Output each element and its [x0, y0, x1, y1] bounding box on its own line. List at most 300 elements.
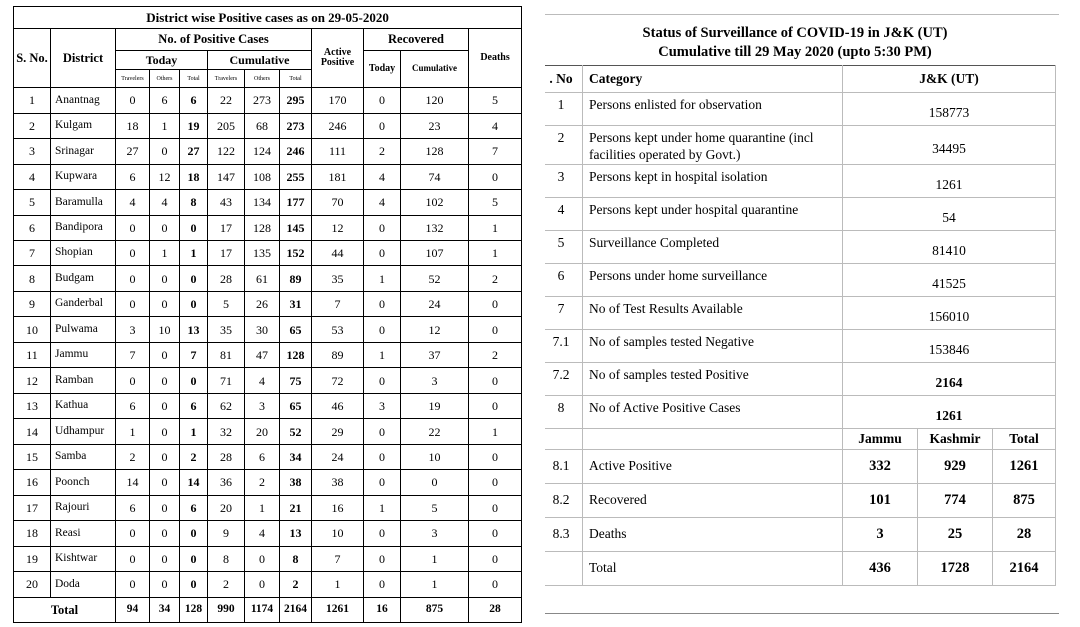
cell-deaths: 0	[469, 546, 522, 571]
cell-sno: 6	[14, 215, 51, 240]
cell-recovered-today: 4	[364, 164, 401, 189]
district-row	[14, 113, 522, 138]
header-recovered-cumulative: Cumulative	[401, 50, 469, 88]
region-total: 28	[993, 518, 1056, 552]
cell-deaths: 0	[469, 470, 522, 495]
surveillance-sn: 6	[545, 264, 583, 297]
district-row	[14, 317, 522, 342]
cell-deaths: 2	[469, 342, 522, 367]
cell-today-total: 6	[180, 495, 208, 520]
surveillance-table	[545, 65, 1056, 586]
header-category: Category	[583, 66, 843, 93]
cell-district: Kishtwar	[51, 546, 116, 571]
cell-today-travelers: 27	[116, 139, 150, 164]
total-today-total: 128	[180, 597, 208, 622]
cell-recovered-today: 1	[364, 495, 401, 520]
header-recovered-today: Today	[364, 50, 401, 88]
header-kashmir: Kashmir	[918, 429, 993, 450]
cell-today-others: 10	[150, 317, 180, 342]
cell-cum-total: 34	[280, 444, 312, 469]
cell-cum-travelers: 147	[208, 164, 245, 189]
grand-total-jammu: 436	[843, 552, 918, 586]
cell-cum-others: 4	[245, 521, 280, 546]
cell-district: Doda	[51, 572, 116, 598]
cell-recovered-cumulative: 12	[401, 317, 469, 342]
district-row	[14, 444, 522, 469]
cell-cum-total: 52	[280, 419, 312, 444]
surveillance-category: No of Test Results Available	[583, 297, 843, 330]
cell-recovered-today: 0	[364, 113, 401, 138]
surveillance-value: 34495	[843, 126, 1056, 165]
surveillance-title-line1: Status of Surveillance of COVID-19 in J&K (UT)	[642, 25, 948, 41]
cell-today-travelers: 3	[116, 317, 150, 342]
cell-deaths: 0	[469, 495, 522, 520]
cell-recovered-cumulative: 1	[401, 546, 469, 571]
region-kashmir: 25	[918, 518, 993, 552]
total-recovered-today: 16	[364, 597, 401, 622]
cell-recovered-cumulative: 3	[401, 368, 469, 393]
cell-cum-travelers: 2	[208, 572, 245, 598]
district-row	[14, 164, 522, 189]
cell-cum-others: 20	[245, 419, 280, 444]
surveillance-row	[545, 198, 1056, 231]
cell-sno: 4	[14, 164, 51, 189]
cell-cum-total: 38	[280, 470, 312, 495]
cell-today-travelers: 6	[116, 164, 150, 189]
total-today-others: 34	[150, 597, 180, 622]
cell-cum-others: 128	[245, 215, 280, 240]
cell-today-total: 19	[180, 113, 208, 138]
cell-cum-travelers: 22	[208, 88, 245, 113]
surveillance-category: Surveillance Completed	[583, 231, 843, 264]
district-row	[14, 139, 522, 164]
grand-total-label: Total	[583, 552, 843, 586]
cell-today-others: 0	[150, 495, 180, 520]
header-jk: J&K (UT)	[843, 66, 1056, 93]
region-kashmir: 929	[918, 450, 993, 484]
district-row	[14, 241, 522, 266]
total-active: 1261	[312, 597, 364, 622]
surveillance-category: Persons kept in hospital isolation	[583, 165, 843, 198]
cell-deaths: 0	[469, 164, 522, 189]
cell-district: Samba	[51, 444, 116, 469]
surveillance-row	[545, 396, 1056, 429]
surveillance-title	[545, 24, 1045, 62]
cell-today-total: 7	[180, 342, 208, 367]
cell-district: Rajouri	[51, 495, 116, 520]
cell-active: 16	[312, 495, 364, 520]
region-blank-sn	[545, 429, 583, 450]
cell-recovered-today: 0	[364, 291, 401, 316]
region-kashmir: 774	[918, 484, 993, 518]
cell-cum-others: 30	[245, 317, 280, 342]
district-row	[14, 470, 522, 495]
total-row	[14, 597, 522, 622]
cell-recovered-today: 0	[364, 444, 401, 469]
surveillance-sn: 8	[545, 396, 583, 429]
cell-cum-total: 295	[280, 88, 312, 113]
surveillance-row	[545, 165, 1056, 198]
cell-deaths: 1	[469, 215, 522, 240]
surveillance-row	[545, 330, 1056, 363]
cell-cum-travelers: 17	[208, 241, 245, 266]
cell-district: Pulwama	[51, 317, 116, 342]
cell-recovered-today: 2	[364, 139, 401, 164]
cell-cum-total: 13	[280, 521, 312, 546]
region-total: 1261	[993, 450, 1056, 484]
cell-district: Srinagar	[51, 139, 116, 164]
cell-today-total: 0	[180, 521, 208, 546]
cell-recovered-cumulative: 5	[401, 495, 469, 520]
cell-today-travelers: 0	[116, 521, 150, 546]
header-district: District	[51, 29, 116, 88]
district-table-title: District wise Positive cases as on 29-05-2020	[14, 7, 522, 29]
cell-active: 7	[312, 546, 364, 571]
cell-active: 1	[312, 572, 364, 598]
header-recovered: Recovered	[364, 29, 469, 50]
header-cum-others: Others	[245, 69, 280, 87]
surveillance-category: No of samples tested Positive	[583, 363, 843, 396]
cell-deaths: 1	[469, 241, 522, 266]
cell-deaths: 0	[469, 521, 522, 546]
surveillance-value: 2164	[843, 363, 1056, 396]
cell-recovered-today: 0	[364, 368, 401, 393]
cell-recovered-cumulative: 23	[401, 113, 469, 138]
cell-today-travelers: 0	[116, 215, 150, 240]
surveillance-value: 1261	[843, 396, 1056, 429]
cell-sno: 20	[14, 572, 51, 598]
cell-recovered-cumulative: 102	[401, 190, 469, 215]
cell-today-travelers: 0	[116, 546, 150, 571]
cell-active: 111	[312, 139, 364, 164]
cell-district: Budgam	[51, 266, 116, 291]
cell-sno: 8	[14, 266, 51, 291]
cell-today-total: 0	[180, 572, 208, 598]
surveillance-sn: 4	[545, 198, 583, 231]
cell-today-travelers: 7	[116, 342, 150, 367]
surveillance-sn: 5	[545, 231, 583, 264]
cell-cum-travelers: 9	[208, 521, 245, 546]
cell-today-travelers: 0	[116, 291, 150, 316]
grand-total-total: 2164	[993, 552, 1056, 586]
cell-cum-total: 177	[280, 190, 312, 215]
total-recovered-cumulative: 875	[401, 597, 469, 622]
header-total: Total	[993, 429, 1056, 450]
cell-today-others: 4	[150, 190, 180, 215]
header-positive-cases: No. of Positive Cases	[116, 29, 312, 50]
cell-today-others: 0	[150, 521, 180, 546]
cell-today-others: 12	[150, 164, 180, 189]
cell-today-others: 6	[150, 88, 180, 113]
region-jammu: 101	[843, 484, 918, 518]
cell-cum-total: 8	[280, 546, 312, 571]
cell-recovered-cumulative: 120	[401, 88, 469, 113]
cell-recovered-cumulative: 10	[401, 444, 469, 469]
district-row	[14, 342, 522, 367]
region-jammu: 332	[843, 450, 918, 484]
region-category: Active Positive	[583, 450, 843, 484]
surveillance-value: 158773	[843, 93, 1056, 126]
cell-recovered-cumulative: 3	[401, 521, 469, 546]
cell-today-travelers: 0	[116, 88, 150, 113]
cell-district: Jammu	[51, 342, 116, 367]
cell-today-others: 1	[150, 241, 180, 266]
header-cum-total: Total	[280, 69, 312, 87]
district-row	[14, 215, 522, 240]
cell-active: 29	[312, 419, 364, 444]
surveillance-title-line2: Cumulative till 29 May 2020 (upto 5:30 PM)	[658, 44, 932, 60]
cell-cum-others: 1	[245, 495, 280, 520]
cell-district: Shopian	[51, 241, 116, 266]
cell-today-total: 8	[180, 190, 208, 215]
cell-today-total: 1	[180, 241, 208, 266]
cell-today-total: 0	[180, 368, 208, 393]
district-row	[14, 419, 522, 444]
cell-cum-total: 145	[280, 215, 312, 240]
cell-deaths: 1	[469, 419, 522, 444]
cell-cum-others: 3	[245, 393, 280, 418]
cell-recovered-today: 0	[364, 470, 401, 495]
cell-today-total: 18	[180, 164, 208, 189]
cell-cum-others: 61	[245, 266, 280, 291]
cell-recovered-today: 0	[364, 215, 401, 240]
cell-cum-travelers: 205	[208, 113, 245, 138]
region-jammu: 3	[843, 518, 918, 552]
cell-recovered-cumulative: 0	[401, 470, 469, 495]
region-row	[545, 450, 1056, 484]
cell-today-total: 0	[180, 266, 208, 291]
header-today: Today	[116, 50, 208, 69]
cell-recovered-cumulative: 132	[401, 215, 469, 240]
surveillance-category: Persons kept under hospital quarantine	[583, 198, 843, 231]
top-divider	[545, 14, 1059, 15]
cell-recovered-cumulative: 19	[401, 393, 469, 418]
header-cum-travelers: Travelers	[208, 69, 245, 87]
cell-sno: 3	[14, 139, 51, 164]
cell-today-others: 0	[150, 572, 180, 598]
cell-today-travelers: 6	[116, 495, 150, 520]
cell-today-total: 6	[180, 393, 208, 418]
cell-cum-travelers: 17	[208, 215, 245, 240]
cell-cum-total: 2	[280, 572, 312, 598]
cell-today-others: 0	[150, 393, 180, 418]
cell-cum-others: 0	[245, 572, 280, 598]
header-active: Active Positive	[312, 29, 364, 88]
cell-sno: 17	[14, 495, 51, 520]
district-row	[14, 546, 522, 571]
cell-today-travelers: 18	[116, 113, 150, 138]
surveillance-value: 81410	[843, 231, 1056, 264]
cell-today-travelers: 1	[116, 419, 150, 444]
cell-deaths: 5	[469, 88, 522, 113]
cell-cum-travelers: 28	[208, 266, 245, 291]
surveillance-value: 54	[843, 198, 1056, 231]
cell-cum-travelers: 28	[208, 444, 245, 469]
cell-cum-others: 4	[245, 368, 280, 393]
cell-cum-travelers: 36	[208, 470, 245, 495]
surveillance-panel	[545, 6, 1059, 618]
cell-deaths: 0	[469, 291, 522, 316]
cell-recovered-today: 0	[364, 521, 401, 546]
cell-recovered-today: 0	[364, 572, 401, 598]
region-category: Recovered	[583, 484, 843, 518]
surveillance-row	[545, 363, 1056, 396]
cell-recovered-today: 3	[364, 393, 401, 418]
cell-district: Anantnag	[51, 88, 116, 113]
cell-active: 35	[312, 266, 364, 291]
cell-deaths: 0	[469, 572, 522, 598]
cell-recovered-today: 0	[364, 88, 401, 113]
cell-cum-total: 31	[280, 291, 312, 316]
cell-cum-total: 21	[280, 495, 312, 520]
total-today-travelers: 94	[116, 597, 150, 622]
cell-cum-total: 273	[280, 113, 312, 138]
cell-cum-others: 2	[245, 470, 280, 495]
cell-today-travelers: 0	[116, 368, 150, 393]
cell-cum-others: 6	[245, 444, 280, 469]
surveillance-sn: 7.1	[545, 330, 583, 363]
cell-active: 170	[312, 88, 364, 113]
surveillance-row	[545, 93, 1056, 126]
cell-sno: 10	[14, 317, 51, 342]
cell-today-travelers: 6	[116, 393, 150, 418]
surveillance-sn: 7.2	[545, 363, 583, 396]
cell-cum-total: 255	[280, 164, 312, 189]
cell-today-total: 0	[180, 291, 208, 316]
cell-today-others: 0	[150, 419, 180, 444]
surveillance-sn: 2	[545, 126, 583, 165]
cell-today-total: 2	[180, 444, 208, 469]
cell-district: Kupwara	[51, 164, 116, 189]
cell-deaths: 0	[469, 444, 522, 469]
cell-recovered-today: 0	[364, 419, 401, 444]
cell-today-others: 0	[150, 470, 180, 495]
cell-recovered-cumulative: 74	[401, 164, 469, 189]
surveillance-row	[545, 264, 1056, 297]
region-sn: 8.2	[545, 484, 583, 518]
region-sn: 8.3	[545, 518, 583, 552]
cell-today-others: 0	[150, 215, 180, 240]
surveillance-value: 41525	[843, 264, 1056, 297]
cell-cum-others: 124	[245, 139, 280, 164]
cell-today-others: 0	[150, 546, 180, 571]
surveillance-sn: 1	[545, 93, 583, 126]
region-sn: 8.1	[545, 450, 583, 484]
cell-recovered-cumulative: 37	[401, 342, 469, 367]
district-row	[14, 521, 522, 546]
surveillance-category: Persons kept under home quarantine (incl facilities operated by Govt.)	[583, 126, 843, 165]
surveillance-category: No of Active Positive Cases	[583, 396, 843, 429]
cell-cum-others: 135	[245, 241, 280, 266]
cell-cum-travelers: 8	[208, 546, 245, 571]
cell-district: Kulgam	[51, 113, 116, 138]
total-cum-others: 1174	[245, 597, 280, 622]
cell-cum-others: 134	[245, 190, 280, 215]
cell-district: Reasi	[51, 521, 116, 546]
cell-active: 246	[312, 113, 364, 138]
cell-cum-total: 152	[280, 241, 312, 266]
cell-sno: 12	[14, 368, 51, 393]
region-row	[545, 518, 1056, 552]
cell-today-travelers: 0	[116, 266, 150, 291]
cell-cum-total: 89	[280, 266, 312, 291]
cell-deaths: 2	[469, 266, 522, 291]
cell-district: Kathua	[51, 393, 116, 418]
cell-sno: 2	[14, 113, 51, 138]
cell-deaths: 7	[469, 139, 522, 164]
cell-sno: 19	[14, 546, 51, 571]
cell-sno: 5	[14, 190, 51, 215]
cell-today-travelers: 4	[116, 190, 150, 215]
cell-sno: 16	[14, 470, 51, 495]
cell-sno: 18	[14, 521, 51, 546]
cell-deaths: 5	[469, 190, 522, 215]
cell-sno: 9	[14, 291, 51, 316]
cell-today-total: 14	[180, 470, 208, 495]
header-today-others: Others	[150, 69, 180, 87]
cell-recovered-cumulative: 128	[401, 139, 469, 164]
cell-cum-travelers: 35	[208, 317, 245, 342]
cell-today-others: 0	[150, 291, 180, 316]
cell-recovered-cumulative: 1	[401, 572, 469, 598]
cell-recovered-cumulative: 22	[401, 419, 469, 444]
cell-recovered-today: 0	[364, 317, 401, 342]
grand-total-kashmir: 1728	[918, 552, 993, 586]
district-row	[14, 190, 522, 215]
cell-today-others: 0	[150, 139, 180, 164]
cell-today-others: 0	[150, 342, 180, 367]
header-deaths: Deaths	[469, 29, 522, 88]
header-cumulative: Cumulative	[208, 50, 312, 69]
bottom-divider	[545, 613, 1059, 614]
cell-cum-others: 47	[245, 342, 280, 367]
surveillance-category: Persons enlisted for observation	[583, 93, 843, 126]
district-row	[14, 266, 522, 291]
cell-cum-travelers: 43	[208, 190, 245, 215]
surveillance-row	[545, 297, 1056, 330]
cell-today-others: 0	[150, 444, 180, 469]
district-row	[14, 88, 522, 113]
region-total: 875	[993, 484, 1056, 518]
cell-deaths: 4	[469, 113, 522, 138]
header-today-total: Total	[180, 69, 208, 87]
cell-district: Udhampur	[51, 419, 116, 444]
cell-today-total: 27	[180, 139, 208, 164]
cell-active: 89	[312, 342, 364, 367]
district-row	[14, 368, 522, 393]
header-jammu: Jammu	[843, 429, 918, 450]
cell-cum-others: 68	[245, 113, 280, 138]
cell-sno: 11	[14, 342, 51, 367]
cell-cum-travelers: 32	[208, 419, 245, 444]
cell-cum-total: 246	[280, 139, 312, 164]
grand-total-sn	[545, 552, 583, 586]
cell-deaths: 0	[469, 368, 522, 393]
cell-cum-total: 128	[280, 342, 312, 367]
cell-recovered-today: 4	[364, 190, 401, 215]
cell-today-others: 1	[150, 113, 180, 138]
total-deaths: 28	[469, 597, 522, 622]
cell-cum-total: 65	[280, 393, 312, 418]
cell-cum-others: 0	[245, 546, 280, 571]
surveillance-category: No of samples tested Negative	[583, 330, 843, 363]
cell-today-travelers: 14	[116, 470, 150, 495]
cell-today-total: 0	[180, 215, 208, 240]
total-cum-travelers: 990	[208, 597, 245, 622]
cell-active: 38	[312, 470, 364, 495]
cell-sno: 15	[14, 444, 51, 469]
header-sno: . No	[545, 66, 583, 93]
